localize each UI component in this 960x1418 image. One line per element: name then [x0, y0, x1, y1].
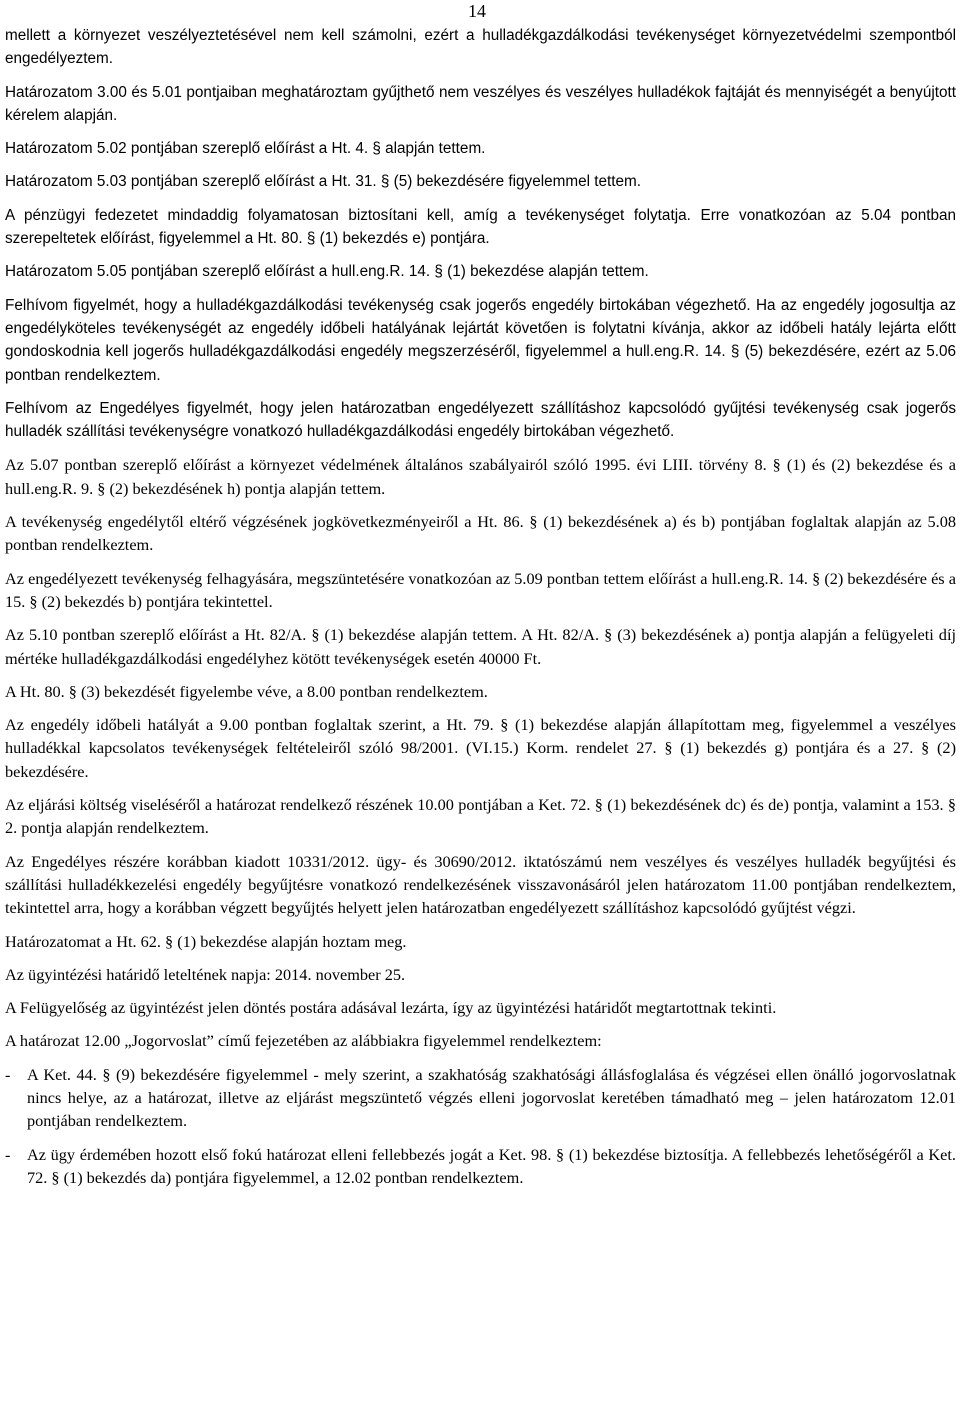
page-number: 14	[468, 1, 486, 21]
list-item-text: A Ket. 44. § (9) bekezdésére figyelemmel - mely szerint, a szakhatóság szakhatósági állásfoglalása és végzései ellen önálló jogorvoslatnak nincs helye, az a határozat, illetve az eljárást megszüntető végzés elleni jogorvoslat keretében támadható meg – jelen határozatom 12.01 pontjában rendelkeztem.	[27, 1064, 956, 1131]
paragraph: Határozatom 5.05 pontjában szereplő előírást a hull.eng.R. 14. § (1) bekezdése alapján tettem.	[5, 263, 649, 281]
paragraph: Az 5.10 pontban szereplő előírást a Ht. 82/A. § (1) bekezdése alapján tettem. A Ht. 82/A. § (3) bekezdésének a) pontja alapján a felügyeleti díj mértéke hulladékgazdálkodási engedélyhez kötött tevékenységek esetén 40000 Ft.	[5, 625, 956, 668]
list-bullet: -	[5, 1144, 11, 1164]
paragraph: Az Engedélyes részére korábban kiadott 10331/2012. ügy- és 30690/2012. iktatószámú nem veszélyes és veszélyes hulladék begyűjtési és szállítási hulladékkezelési engedély begyűjtésre vonatkozó rendelkezésének visszavonásáról jelen határozatom 11.00 pontjában rendelkeztem, tekintettel arra, hogy a korábban végzett begyűjtés helyett jelen határozatban engedélyezett szállításhoz kapcsolódó gyűjtést végzi.	[5, 851, 956, 918]
paragraph: A Ht. 80. § (3) bekezdését figyelembe véve, a 8.00 pontban rendelkeztem.	[5, 681, 488, 701]
paragraph: Az engedély időbeli hatályát a 9.00 pontban foglaltak szerint, a Ht. 79. § (1) bekezdése alapján állapítottam meg, figyelemmel a veszélyes hulladékkal kapcsolatos tevékenységek feltételeiről szóló 98/2001. (VI.15.) Korm. rendelet 27. § (1) bekezdés g) pontjára és a 27. § (2) bekezdésére.	[5, 715, 956, 781]
paragraph: A pénzügyi fedezetet mindaddig folyamatosan biztosítani kell, amíg a tevékenységet folytatja. Erre vonatkozóan az 5.04 pontban szerepeltetek előírást, figyelemmel a Ht. 80. § (1) bekezdés e) pontjára.	[5, 206, 956, 248]
list-item	[5, 1063, 956, 1133]
paragraph: Az engedélyezett tevékenység felhagyására, megszüntetésére vonatkozóan az 5.09 pontban tettem előírást a hull.eng.R. 14. § (2) bekezdésére és a 15. § (2) bekezdés b) pontjára tekintettel.	[5, 568, 956, 611]
list-item	[5, 1143, 956, 1190]
paragraph: Az 5.07 pontban szereplő előírást a környezet védelmének általános szabályairól szóló 1995. évi LIII. törvény 8. § (1) és (2) bekezdése és a hull.eng.R. 9. § (2) bekezdésének h) pontja alapján tettem.	[5, 455, 956, 498]
paragraph: Határozatomat a Ht. 62. § (1) bekezdése alapján hoztam meg.	[5, 931, 407, 951]
paragraph: Felhívom figyelmét, hogy a hulladékgazdálkodási tevékenység csak jogerős engedély birtokában végezhető. Ha az engedély jogosultja az engedélyköteles tevékenységét az engedély időbeli hatályának lejártát követően is folytatni kívánja, akkor az időbeli hatály lejárta előtt gondoskodnia kell jogerős hulladékgazdálkodási engedély megszerzéséről, figyelemmel a hull.eng.R. 14. § (5) bekezdésére, ezért az 5.06 pontban rendelkeztem.	[5, 296, 956, 384]
paragraph: A tevékenység engedélytől eltérő végzésének jogkövetkezményeiről a Ht. 86. § (1) bekezdésének a) és b) pontjában foglaltak alapján az 5.08 pontban rendelkeztem.	[5, 512, 956, 555]
paragraph: Határozatom 3.00 és 5.01 pontjaiban meghatároztam gyűjthető nem veszélyes és veszélyes hulladékok fajtáját és mennyiségét a benyújtott kérelem alapján.	[5, 83, 956, 124]
paragraph: Az ügyintézési határidő leteltének napja: 2014. november 25.	[5, 964, 406, 984]
paragraph: Az eljárási költség viseléséről a határozat rendelkező részének 10.00 pontjában a Ket. 72. § (1) bekezdésének dc) és de) pontja, valamint a 153. § 2. pontja alapján rendelkeztem.	[5, 795, 956, 838]
paragraph: A határozat 12.00 „Jogorvoslat” című fejezetében az alábbiakra figyelemmel rendelkeztem:	[5, 1031, 602, 1051]
paragraph: Határozatom 5.02 pontjában szereplő előírást a Ht. 4. § alapján tettem.	[5, 140, 486, 158]
document-body	[5, 24, 956, 1053]
decision-list	[5, 1063, 956, 1189]
list-bullet: -	[5, 1064, 11, 1084]
list-item-text: Az ügy érdemében hozott első fokú határozat elleni fellebbezés jogát a Ket. 98. § (1) bekezdése biztosítja. A fellebbezés lehetőségéről a Ket. 72. § (1) bekezdés da) pontjára figyelemmel, a 12.02 pontban rendelkeztem.	[27, 1144, 956, 1187]
paragraph: A Felügyelőség az ügyintézést jelen döntés postára adásával lezárta, így az ügyintézési határidőt megtartottnak tekinti.	[5, 998, 777, 1018]
paragraph: Határozatom 5.03 pontjában szereplő előírást a Ht. 31. § (5) bekezdésére figyelemmel tettem.	[5, 173, 642, 191]
paragraph: mellett a környezet veszélyeztetésével nem kell számolni, ezért a hulladékgazdálkodási tevékenységet környezetvédelmi szempontból engedélyeztem.	[5, 27, 956, 68]
paragraph: Felhívom az Engedélyes figyelmét, hogy jelen határozatban engedélyezett szállításhoz kapcsolódó gyűjtési tevékenység csak jogerős hulladék szállítási tevékenységre vonatkozó hulladékgazdálkodási engedély birtokában végezhető.	[5, 399, 956, 441]
